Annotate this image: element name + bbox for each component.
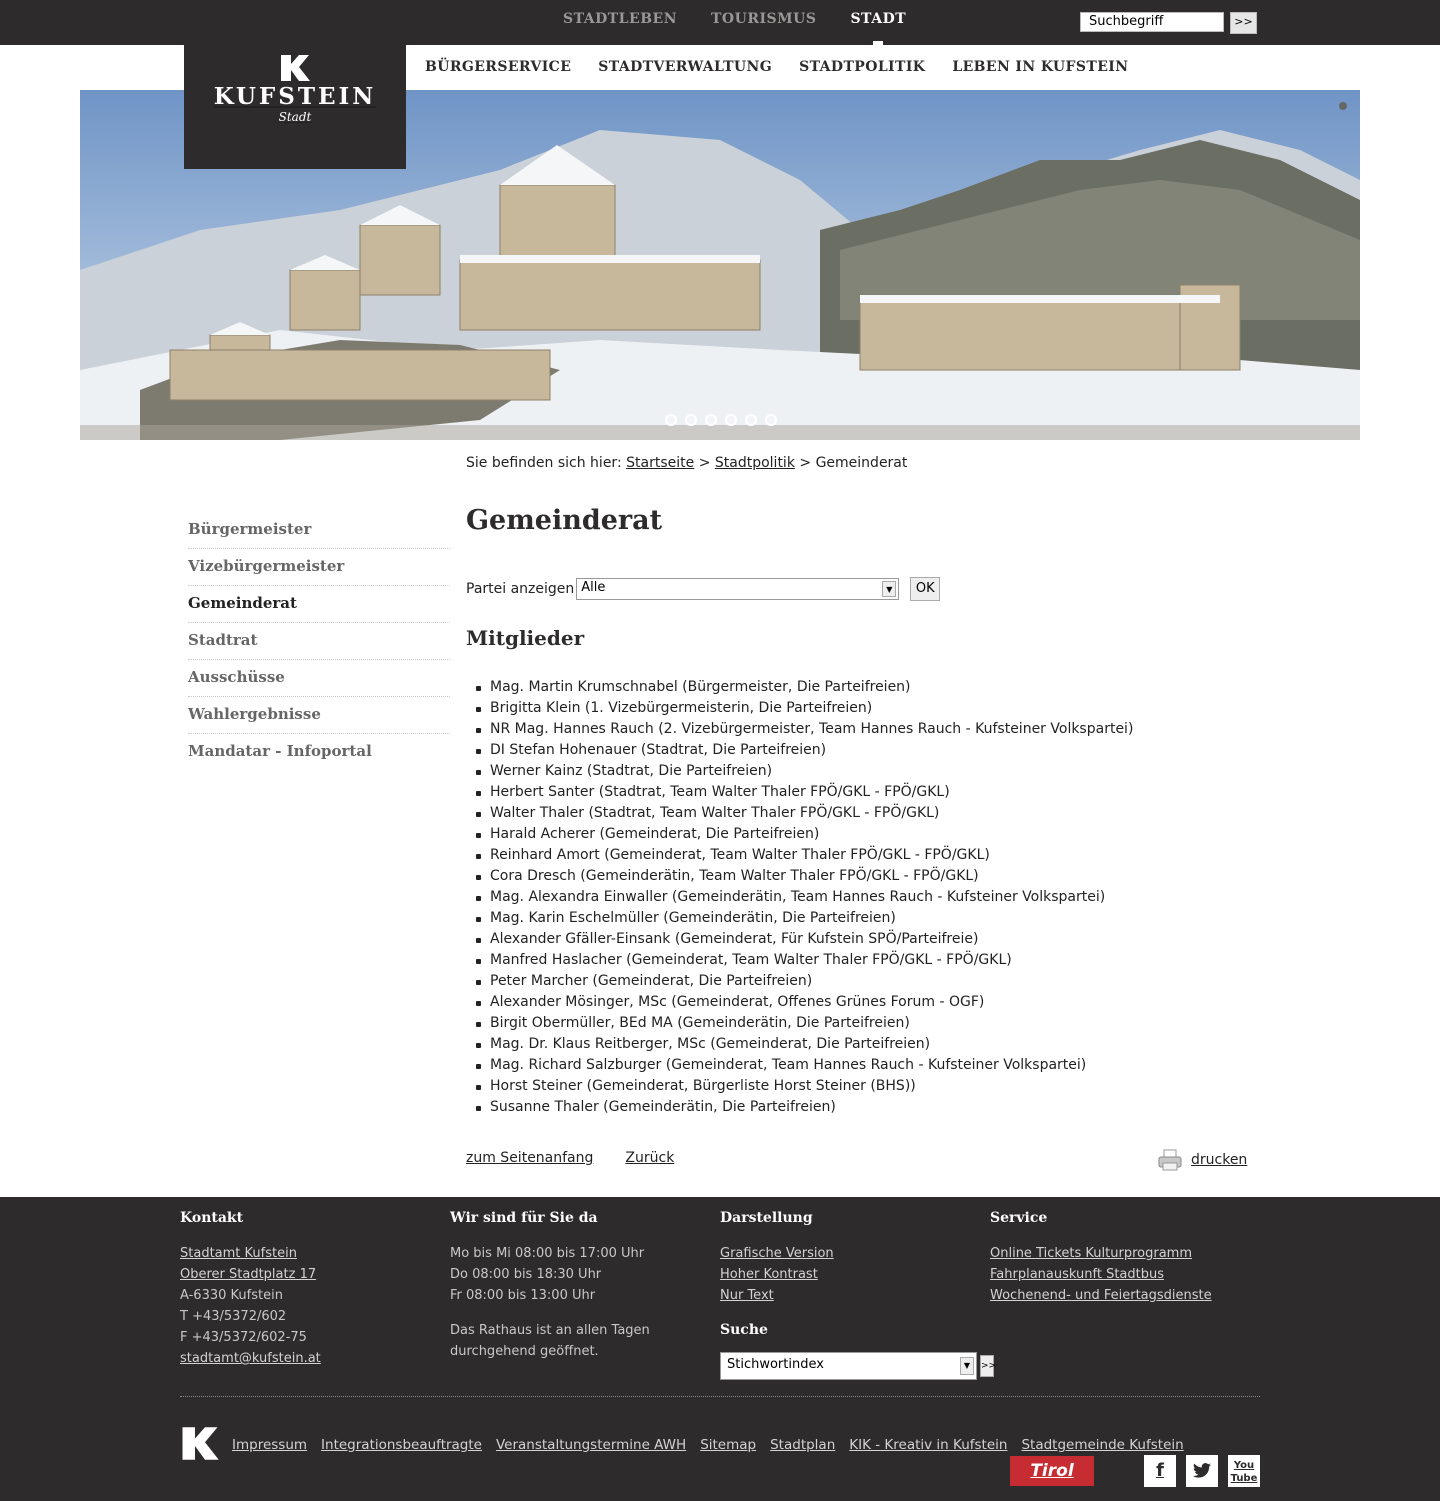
member-list-item: Mag. Martin Krumschnabel (Bürgermeister, Die Parteifreien) bbox=[490, 677, 1133, 698]
sidenav-item-gemeinderat[interactable]: Gemeinderat bbox=[188, 586, 450, 623]
member-list-item: Cora Dresch (Gemeinderätin, Team Walter Thaler FPÖ/GKL - FPÖ/GKL) bbox=[490, 866, 1133, 887]
contact-address-link[interactable]: Oberer Stadtplatz 17 bbox=[180, 1267, 317, 1282]
party-filter-ok-button[interactable]: OK bbox=[910, 577, 940, 601]
youtube-icon[interactable]: You Tube bbox=[1228, 1455, 1260, 1487]
footer-link-sitemap[interactable]: Sitemap bbox=[700, 1437, 757, 1453]
member-list-item: Werner Kainz (Stadtrat, Die Parteifreien) bbox=[490, 761, 1133, 782]
chevron-down-icon[interactable]: ▼ bbox=[960, 1357, 974, 1375]
breadcrumb-separator: > bbox=[799, 455, 812, 471]
top-bar bbox=[0, 0, 1440, 45]
footer-search-submit-button[interactable]: >> bbox=[980, 1355, 994, 1377]
sidenav-item-vizebuergermeister[interactable]: Vizebürgermeister bbox=[188, 549, 450, 586]
breadcrumb-link-stadtpolitik[interactable]: Stadtpolitik bbox=[714, 455, 795, 471]
footer-link-kik[interactable]: KIK - Kreativ in Kufstein bbox=[849, 1437, 1008, 1453]
k-logo-icon bbox=[279, 55, 311, 81]
footer-kontakt bbox=[180, 1210, 430, 1369]
breadcrumb-separator: > bbox=[698, 455, 711, 471]
page-title: Gemeinderat bbox=[466, 505, 663, 536]
party-filter-label: Partei anzeigen bbox=[466, 581, 575, 597]
member-list-item: Birgit Obermüller, BEd MA (Gemeinderätin, Die Parteifreien) bbox=[490, 1013, 1133, 1034]
breadcrumb-prefix: Sie befinden sich hier: bbox=[466, 455, 622, 471]
contact-phone: T +43/5372/602 bbox=[180, 1309, 287, 1324]
section-navigation bbox=[188, 512, 450, 771]
member-list-item: Manfred Haslacher (Gemeinderat, Team Walter Thaler FPÖ/GKL - FPÖ/GKL) bbox=[490, 950, 1133, 971]
footer-suche-title: Suche bbox=[720, 1322, 768, 1338]
party-select[interactable] bbox=[576, 578, 899, 600]
member-list-item: Walter Thaler (Stadtrat, Team Walter Thaler FPÖ/GKL - FPÖ/GKL) bbox=[490, 803, 1133, 824]
display-graphic-link[interactable]: Grafische Version bbox=[720, 1246, 834, 1261]
service-weekend-link[interactable]: Wochenend- und Feiertagsdienste bbox=[990, 1288, 1212, 1303]
footer-search bbox=[720, 1352, 997, 1380]
page-links bbox=[466, 1150, 674, 1166]
print-link[interactable]: drucken bbox=[1191, 1152, 1248, 1168]
service-bus-link[interactable]: Fahrplanauskunft Stadtbus bbox=[990, 1267, 1164, 1282]
footer-kontakt-title: Kontakt bbox=[180, 1210, 244, 1226]
member-list-item: NR Mag. Hannes Rauch (2. Vizebürgermeister, Team Hannes Rauch - Kufsteiner Volkspartei) bbox=[490, 719, 1133, 740]
nav-buergerservice[interactable]: BÜRGERSERVICE bbox=[425, 59, 572, 75]
breadcrumb bbox=[466, 455, 907, 471]
nav-stadtpolitik[interactable]: STADTPOLITIK bbox=[799, 59, 926, 75]
members-list bbox=[490, 677, 1133, 1118]
footer-service bbox=[990, 1210, 1240, 1306]
footer-service-title: Service bbox=[990, 1210, 1048, 1226]
footer-link-veranstaltungstermine[interactable]: Veranstaltungstermine AWH bbox=[495, 1437, 687, 1453]
member-list-item: Harald Acherer (Gemeinderat, Die Parteifreien) bbox=[490, 824, 1133, 845]
display-text-only-link[interactable]: Nur Text bbox=[720, 1288, 774, 1303]
slide-dot[interactable] bbox=[685, 414, 697, 426]
chevron-down-icon[interactable]: ▼ bbox=[882, 581, 896, 597]
footer-hours-title: Wir sind für Sie da bbox=[450, 1210, 598, 1226]
back-to-top-link[interactable]: zum Seitenanfang bbox=[466, 1150, 594, 1166]
members-heading: Mitglieder bbox=[466, 626, 585, 650]
footer-search-select-value: Stichwortindex bbox=[727, 1357, 824, 1372]
breadcrumb-link-startseite[interactable]: Startseite bbox=[626, 455, 695, 471]
slide-dot[interactable] bbox=[765, 414, 777, 426]
sidenav-item-ausschuesse[interactable]: Ausschüsse bbox=[188, 660, 450, 697]
print-control bbox=[1158, 1149, 1247, 1171]
member-list-item: DI Stefan Hohenauer (Stadtrat, Die Parteifreien) bbox=[490, 740, 1133, 761]
hours-line: Do 08:00 bis 18:30 Uhr bbox=[450, 1267, 602, 1282]
hours-note: Das Rathaus ist an allen Tagen durchgehend geöffnet. bbox=[450, 1323, 650, 1359]
top-search bbox=[1080, 12, 1257, 34]
member-list-item: Alexander Mösinger, MSc (Gemeinderat, Offenes Grünes Forum - OGF) bbox=[490, 992, 1133, 1013]
slideshow-pause-indicator[interactable] bbox=[1339, 102, 1347, 110]
party-filter bbox=[466, 577, 940, 601]
slideshow-dots bbox=[665, 414, 777, 426]
hours-line: Fr 08:00 bis 13:00 Uhr bbox=[450, 1288, 596, 1303]
service-tickets-link[interactable]: Online Tickets Kulturprogramm bbox=[990, 1246, 1192, 1261]
slide-dot[interactable] bbox=[745, 414, 757, 426]
k-footer-logo-icon[interactable] bbox=[180, 1427, 220, 1460]
display-high-contrast-link[interactable]: Hoher Kontrast bbox=[720, 1267, 818, 1282]
member-list-item: Susanne Thaler (Gemeinderätin, Die Parteifreien) bbox=[490, 1097, 1133, 1118]
member-list-item: Mag. Dr. Klaus Reitberger, MSc (Gemeinderat, Die Parteifreien) bbox=[490, 1034, 1133, 1055]
footer-link-impressum[interactable]: Impressum bbox=[232, 1437, 308, 1453]
footer-hours bbox=[450, 1210, 700, 1362]
footer-darstellung bbox=[720, 1210, 970, 1355]
member-list-item: Mag. Karin Eschelmüller (Gemeinderätin, Die Parteifreien) bbox=[490, 908, 1133, 929]
member-list-item: Horst Steiner (Gemeinderat, Bürgerliste Horst Steiner (BHS)) bbox=[490, 1076, 1133, 1097]
footer-link-stadtplan[interactable]: Stadtplan bbox=[770, 1437, 836, 1453]
logo-subtitle: Stadt bbox=[278, 110, 312, 124]
twitter-bird-glyph bbox=[1193, 1463, 1211, 1478]
logo-name: KUFSTEIN bbox=[213, 83, 377, 110]
nav-stadtverwaltung[interactable]: STADTVERWALTUNG bbox=[598, 59, 773, 75]
slide-dot[interactable] bbox=[725, 414, 737, 426]
sidenav-item-wahlergebnisse[interactable]: Wahlergebnisse bbox=[188, 697, 450, 734]
twitter-icon[interactable] bbox=[1186, 1455, 1218, 1487]
kufstein-logo[interactable] bbox=[184, 45, 406, 169]
contact-fax: F +43/5372/602-75 bbox=[180, 1330, 307, 1345]
contact-city: A-6330 Kufstein bbox=[180, 1288, 283, 1303]
sidenav-item-buergermeister[interactable]: Bürgermeister bbox=[188, 512, 450, 549]
search-submit-button[interactable]: >> bbox=[1230, 12, 1257, 34]
slide-dot[interactable] bbox=[665, 414, 677, 426]
slide-dot[interactable] bbox=[705, 414, 717, 426]
sidenav-item-stadtrat[interactable]: Stadtrat bbox=[188, 623, 450, 660]
member-list-item: Mag. Alexandra Einwaller (Gemeinderätin, Team Hannes Rauch - Kufsteiner Volkspartei) bbox=[490, 887, 1133, 908]
footer-link-integrationsbeauftragte[interactable]: Integrationsbeauftragte bbox=[321, 1437, 482, 1453]
footer-darstellung-title: Darstellung bbox=[720, 1210, 813, 1226]
hours-line: Mo bis Mi 08:00 bis 17:00 Uhr bbox=[450, 1246, 645, 1261]
sidenav-item-mandatar-infoportal[interactable]: Mandatar - Infoportal bbox=[188, 742, 372, 760]
main-navigation bbox=[425, 59, 1128, 75]
facebook-icon[interactable]: f bbox=[1144, 1455, 1176, 1487]
footer-divider bbox=[180, 1396, 1260, 1397]
member-list-item: Mag. Richard Salzburger (Gemeinderat, Team Hannes Rauch - Kufsteiner Volkspartei) bbox=[490, 1055, 1133, 1076]
topnav-tourismus[interactable]: TOURISMUS bbox=[711, 11, 817, 27]
member-list-item: Peter Marcher (Gemeinderat, Die Parteifreien) bbox=[490, 971, 1133, 992]
printer-icon[interactable] bbox=[1158, 1149, 1182, 1171]
nav-leben-in-kufstein[interactable]: LEBEN IN KUFSTEIN bbox=[952, 59, 1129, 75]
member-list-item: Reinhard Amort (Gemeinderat, Team Walter Thaler FPÖ/GKL - FPÖ/GKL) bbox=[490, 845, 1133, 866]
party-select-value: Alle bbox=[581, 580, 606, 595]
search-input[interactable]: Suchbegriff bbox=[1080, 12, 1224, 32]
contact-office-link[interactable]: Stadtamt Kufstein bbox=[180, 1246, 297, 1261]
footer-search-select[interactable] bbox=[720, 1352, 977, 1380]
member-list-item: Alexander Gfäller-Einsank (Gemeinderat, Für Kufstein SPÖ/Parteifreie) bbox=[490, 929, 1133, 950]
member-list-item: Brigitta Klein (1. Vizebürgermeisterin, Die Parteifreien) bbox=[490, 698, 1133, 719]
footer-link-stadtgemeinde[interactable]: Stadtgemeinde Kufstein bbox=[1021, 1437, 1184, 1453]
topnav-stadtleben[interactable]: STADTLEBEN bbox=[563, 11, 677, 27]
breadcrumb-current: Gemeinderat bbox=[815, 455, 908, 471]
contact-email-link[interactable]: stadtamt@kufstein.at bbox=[180, 1351, 321, 1366]
back-link[interactable]: Zurück bbox=[625, 1150, 675, 1166]
tirol-logo[interactable]: Tirol bbox=[1010, 1456, 1094, 1486]
top-navigation bbox=[563, 11, 906, 27]
topnav-stadt[interactable]: STADT bbox=[850, 11, 907, 27]
member-list-item: Herbert Santer (Stadtrat, Team Walter Thaler FPÖ/GKL - FPÖ/GKL) bbox=[490, 782, 1133, 803]
